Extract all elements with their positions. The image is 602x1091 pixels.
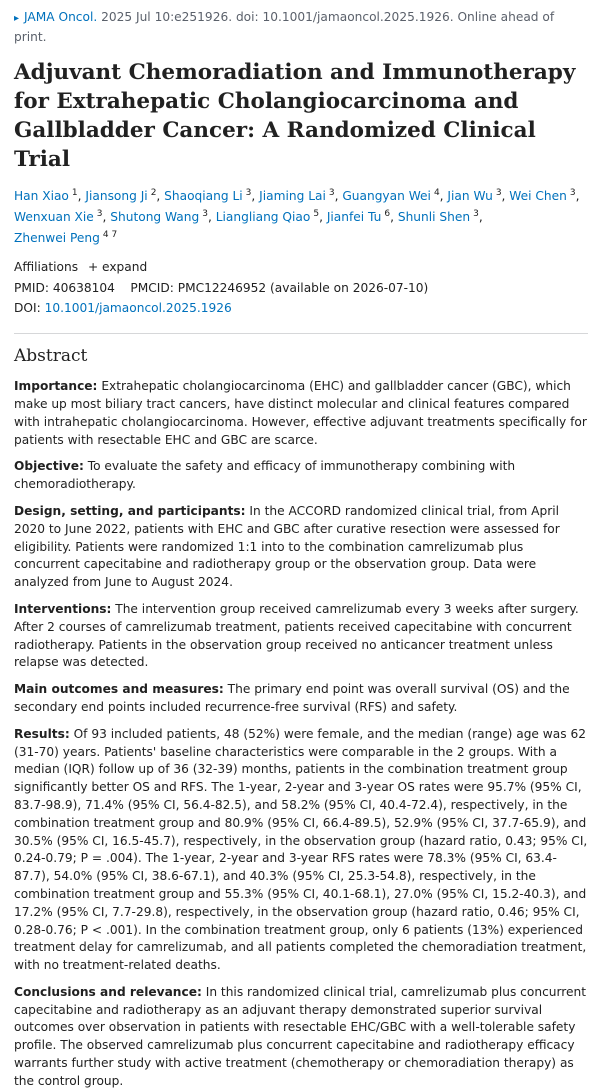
author-link[interactable]: Wei Chen [509,189,567,204]
author-separator: , [156,189,161,204]
author-affiliation-number[interactable]: 3 [202,209,208,220]
abstract-section-objective [14,458,588,494]
section-label: Objective: [14,459,84,474]
author-link[interactable]: Jiansong Ji [85,189,148,204]
author-affiliation-number[interactable]: 3 [328,188,335,198]
author-item [14,210,106,224]
article-identifiers [14,278,588,318]
author-separator: , [251,189,256,204]
section-text: The primary end point was overall survival (OS) and the secondary end points included recurrence-free survival (RFS) and safety. [14,682,570,714]
author-separator: , [77,189,82,204]
journal-link[interactable]: JAMA Oncol. [24,10,98,24]
author-item [398,210,483,224]
author-item [14,189,82,203]
author-separator: , [501,189,506,204]
author-link[interactable]: Liangliang Qiao [215,210,311,225]
section-label: Results: [14,726,70,741]
author-item [110,210,212,224]
author-affiliation-number[interactable]: 1 [71,188,78,198]
author-separator: , [102,210,107,225]
author-item [509,189,579,203]
pmcid-label: PMCID: [130,281,174,296]
section-text: Of 93 included patients, 48 (52%) were female, and the median (range) age was 62 (31-70) years. Patients' baseline characteristics were comparable in the 2 groups. With a median (IQR) follow up of 36 (32-39) months, patients in the combination treatment group significantly better OS and RFS. The 1-year, 2-year and 3-year OS rates were 95.7% (95% CI, 83.7-98.9), 71.4% (95% CI, 56.4-82.5), and 58.2% (95% CI, 40.4-72.4), respectively, in the combination treatment group and 80.9% (95% CI, 66.4-89.5), 52.9% (95% CI, 37.7-65.9), and 30.5% (95% CI, 16.5-45.7), respectively, in the observation group (hazard ratio, 0.43; 95% CI, 0.24-0.79; P = .004). The 1-year, 2-year and 3-year RFS rates were 78.3% (95% CI, 63.4-87.7), 54.0% (95% CI, 38.6-67.1), and 40.3% (95% CI, 25.3-54.8), respectively, in the combination treatment group and 55.3% (95% CI, 40.1-68.1), 27.0% (95% CI, 15.2-40.3), and 17.2% (95% CI, 7.7-29.8), respectively, in the observation group (hazard ratio, 0.46; 95% CI, 0.28-0.76; P < .001). In the combination treatment group, only 6 patients (13%) experienced treatment delay for camrelizumab, and all patients completed the chemoradiation treatment, with no treatment-related deaths. [14,726,588,973]
author-affiliation-number[interactable]: 5 [313,209,320,220]
section-text: To evaluate the safety and efficacy of immunotherapy combining with chemoradiotherapy. [14,459,516,492]
section-text: Extrahepatic cholangiocarcinoma (EHC) and gallbladder cancer (GBC), which make up most biliary tract cancers, have distinct molecular and clinical features compared with intrahepatic cholangiocarcinoma. However, effective adjuvant treatments specifically for patients with resectable EHC and GBC are scarce. [14,379,587,447]
section-label: Design, setting, and participants: [14,503,246,518]
pmcid-value: PMC12246952 [177,281,267,296]
author-list [14,184,588,247]
author-item [327,210,394,224]
author-link[interactable]: Han Xiao [14,189,69,204]
plus-icon: + [87,260,99,275]
section-label: Main outcomes and measures: [14,682,224,697]
abstract-section-importance [14,378,588,449]
citation-line [14,8,588,46]
doi-link[interactable]: 10.1001/jamaoncol.2025.1926 [44,301,232,316]
author-link[interactable]: Jiaming Lai [259,189,326,204]
author-separator: , [334,189,339,204]
article-title: Adjuvant Chemoradiation and Immunotherapy for Extrahepatic Cholangiocarcinoma and Gallbladder Cancer: A Randomized Clinical Trial [14,60,576,172]
section-label: Conclusions and relevance: [14,984,202,999]
author-separator: , [478,210,483,225]
abstract-section-design [14,503,588,592]
author-separator: , [575,189,580,204]
author-affiliation-number[interactable]: 3 [96,209,103,220]
author-affiliation-number[interactable]: 2 [150,188,157,198]
author-affiliation-number[interactable]: 3 [569,188,576,198]
section-text: The intervention group received camrelizumab every 3 weeks after surgery. After 2 courses of camrelizumab treatment, patients received capecitabine with concurrent radiotherapy. Patients in the observation group received no anticancer treatment unless relapse was detected. [14,601,579,670]
abstract-section-outcomes [14,681,588,717]
affiliations-label: Affiliations [14,260,79,275]
author-item [164,189,255,203]
abstract-body [14,378,588,1090]
author-item [259,189,338,203]
triangle-right-icon: ▸ [14,13,20,24]
section-text: In the ACCORD randomized clinical trial, from April 2020 to June 2022, patients with EHC and GBC after curative resection were assessed for eligibility. Patients were randomized 1:1 into to the combination camrelizumab plus concurrent capecitabine and radiotherapy group or the observation group. Data were analyzed from June to August 2024. [14,503,560,590]
divider [14,333,588,334]
author-separator: , [390,210,394,225]
author-link[interactable]: Shaoqiang Li [164,189,243,204]
abstract-section-conclusions [14,984,588,1091]
author-affiliation-number[interactable]: 4 [433,188,440,198]
expand-label: expand [102,260,148,275]
doi-row [14,298,588,318]
author-separator: , [207,210,212,225]
affiliations-toggle[interactable] [14,258,588,276]
section-label: Importance: [14,379,98,394]
author-item [447,189,505,203]
pmid-value: 40638104 [52,281,115,296]
author-link[interactable]: Jian Wu [447,189,493,204]
section-label: Interventions: [14,601,112,616]
author-item [85,189,160,203]
author-affiliation-number[interactable]: 4 7 [102,230,118,241]
abstract-section-results [14,726,588,975]
author-affiliation-number[interactable]: 6 [384,209,391,220]
author-link[interactable]: Guangyan Wei [342,189,431,204]
citation-text: 2025 Jul 10:e251926. doi: 10.1001/jamaoncol.2025.1926. Online ahead of print. [14,10,555,44]
abstract-heading: Abstract [14,346,88,367]
author-separator: , [439,189,444,204]
author-item [14,231,117,245]
author-link[interactable]: Wenxuan Xie [14,210,94,225]
author-link[interactable]: Jianfei Tu [326,210,382,225]
pmid-row [14,278,588,298]
author-affiliation-number[interactable]: 3 [495,188,502,198]
doi-label: DOI: [14,301,41,316]
pmid-label: PMID: [14,281,49,296]
author-link[interactable]: Shunli Shen [397,210,471,225]
author-affiliation-number[interactable]: 3 [245,188,252,198]
author-item [216,210,323,224]
author-affiliation-number[interactable]: 3 [473,209,479,220]
author-link[interactable]: Shutong Wang [110,210,200,225]
section-text: In this randomized clinical trial, camrelizumab plus concurrent capecitabine and radiotherapy as an adjuvant therapy demonstrated superior survival outcomes over observation in patients with resectable EHC/GBC with a well-tolerable safety profile. The observed camrelizumab plus concurrent capecitabine and radiotherapy efficacy warrants further study with active treatment (chemotherapy or chemoradiation therapy) as the control group. [14,984,587,1088]
author-separator: , [319,210,323,225]
abstract-section-interventions [14,601,588,672]
author-link[interactable]: Zhenwei Peng [14,231,100,246]
pmcid-note: (available on 2026-07-10) [270,281,429,296]
author-item [342,189,443,203]
